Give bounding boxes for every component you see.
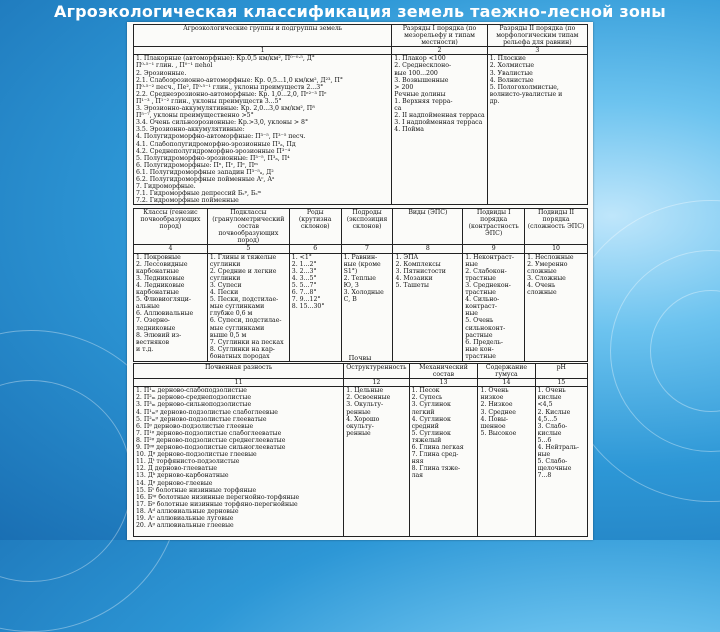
humus-list xyxy=(478,387,535,537)
list-item: 2. Теплые xyxy=(343,274,376,282)
column-header: Механический состав xyxy=(409,364,478,379)
list-item: 3. Увалистые xyxy=(489,69,533,77)
classes-list xyxy=(134,253,208,361)
list-item: 4. Волнистые xyxy=(489,76,534,84)
list-item: волнисто-увалистые и xyxy=(489,90,563,98)
list-item: 4,5...5 xyxy=(537,415,558,423)
list-item: 6. Аллювиальные xyxy=(136,310,194,318)
list-item: ные xyxy=(465,260,478,268)
list-item: 13. Дᵏ дерново-карбонатные xyxy=(136,472,229,480)
list-item: ледниковые xyxy=(136,324,176,332)
list-item: 3. Эрозионно-аккумулятивные: Кр. 2,0...3,0 км/км², П⁸ xyxy=(136,105,315,113)
column-number: 7 xyxy=(341,245,393,253)
list-item: 6. 7...8° xyxy=(291,289,317,297)
column-number-row xyxy=(134,245,588,253)
list-item: 4.2. Среднеполугидроморфно-эрозионные П³⁻⁴ xyxy=(136,147,291,155)
list-item: 8. Элювий из- xyxy=(136,331,182,339)
column-header: Разряды I порядка (по мезорельефу и типам местности) xyxy=(392,25,487,47)
column-number: 4 xyxy=(134,245,208,253)
list-item: 8. Глина тяже- xyxy=(411,465,461,473)
list-item: 1. Покровные xyxy=(136,253,181,261)
list-item: 2. Эрозионные. xyxy=(136,69,187,77)
list-item: 1. Равнин- xyxy=(343,253,378,261)
list-item: кислые xyxy=(537,429,562,437)
list-item: выше 0,5 м xyxy=(209,331,247,339)
list-item: Ю, З xyxy=(343,281,359,289)
list-item: легкий xyxy=(411,408,435,416)
list-item: 5. 5...7° xyxy=(291,281,317,289)
list-item: мые суглинками xyxy=(209,303,265,311)
list-item: 9. Пᵍᵍ дерново-подзолистые сильноглееватые xyxy=(136,444,286,452)
list-item: 18. Аᵈ аллювиальные дерновые xyxy=(136,507,239,515)
list-item: П⁰·⁵⁻¹ глин. , П⁰⁻¹ пеhol xyxy=(136,62,213,70)
list-item: карбонатные xyxy=(136,267,179,275)
list-item: низкое xyxy=(480,394,504,402)
list-item: 3. Холодные xyxy=(343,289,384,297)
list-item: 6.1. Полугидроморфные западин П³⁻⁵ₐ, Д² xyxy=(136,168,274,176)
soils-list xyxy=(134,387,344,537)
subgenera-list xyxy=(341,253,393,361)
list-item: 5. Слабо- xyxy=(537,458,568,466)
list-item: средний xyxy=(411,422,439,430)
list-item: 4. Пески xyxy=(209,289,239,297)
column-number: 14 xyxy=(478,379,535,387)
column-header: Классы (генезис почвообразующих пород) xyxy=(134,209,208,245)
list-item: 2. Супесь xyxy=(411,394,443,402)
list-item: ренные xyxy=(346,408,371,416)
list-item: 2. Среднесклоно- xyxy=(394,62,452,70)
list-item: суглинки xyxy=(209,260,241,268)
list-item: 8. П²ᵍ дерново-подзолистые среднеглееватые xyxy=(136,436,286,444)
list-item: 2. Комплексы xyxy=(395,260,441,268)
table-header-row xyxy=(134,209,588,245)
list-item: вые 100...200 xyxy=(394,69,438,77)
soils-caption: Почвы xyxy=(348,354,372,362)
list-item: Речные долины xyxy=(394,90,446,98)
column-number: 6 xyxy=(289,245,341,253)
list-item: 2. 1...2° xyxy=(291,260,317,268)
list-item: > 200 xyxy=(394,83,414,91)
list-item: 1. Несложные xyxy=(527,253,574,261)
list-item: 7.1. Гидроморфные депрессий Бₛᵖ, Бₛᵐ xyxy=(136,190,262,198)
list-item: 3. 2...3° xyxy=(291,267,317,275)
list-item: 2. Умеренно xyxy=(527,260,568,268)
list-item: 2. Кислые xyxy=(537,408,571,416)
list-item: 19. Аᶜ аллювиальные луговые xyxy=(136,514,234,522)
list-item: глубже 0,6 м xyxy=(209,310,253,318)
list-item: 2. Низкое xyxy=(480,401,513,409)
list-item: са xyxy=(394,105,402,113)
list-item: 3. Среднее xyxy=(480,408,516,416)
subspecies1-list xyxy=(463,253,525,361)
column-header: Подклассы (гранулометрический состав почвообразующих пород) xyxy=(207,209,289,245)
list-item: 17. Бᵖ болотные низинные торфяно-перегнойные xyxy=(136,500,298,508)
soil-classes-table xyxy=(133,208,588,362)
column-header: Почвенная разность xyxy=(134,364,344,379)
list-item: 2.1. Слабоэрозионно-автоморфные: Кр. 0,5...1,0 км/км², Д²³, П° xyxy=(136,76,343,84)
column-header: Содержание гумуса xyxy=(478,364,535,379)
list-item: 2. П²ₘ дерново-среднеподзолистые xyxy=(136,394,252,402)
list-item: 4. Нейтраль- xyxy=(537,444,580,452)
list-item: шенное xyxy=(480,422,506,430)
list-item: суглинки xyxy=(209,274,241,282)
slide-title: Агроэкологическая классификация земель таежно-лесной зоны xyxy=(54,2,666,21)
list-item: 5. Пологохолмистые, xyxy=(489,83,559,91)
list-item: 3. I надпойменная терраса xyxy=(394,119,483,127)
list-item: 5. Высокое xyxy=(480,429,517,437)
list-item: 20. Аᵍ аллювиальные глеевые xyxy=(136,522,234,530)
column-header: Роды (крутизна склонов) xyxy=(289,209,341,245)
table-header-row xyxy=(134,25,588,47)
table-row xyxy=(134,387,588,537)
list-item: 3. Слабо- xyxy=(537,422,568,430)
list-item: П⁰·⁵⁻² песч., Пе², П⁰·⁵⁻¹ глин., уклоны преимуществ 2...3° xyxy=(136,83,324,91)
list-item: 5. Суглинок xyxy=(411,429,451,437)
list-item: 7. П¹ᵍ дерново-подзолистые слабоглееватые xyxy=(136,429,282,437)
list-item: 1. П¹ₘ дерново-слабоподзолистые xyxy=(136,387,247,395)
land-groups-table xyxy=(133,24,588,205)
list-item: 6. Пᵍ дерново-подзолистые глеевые xyxy=(136,422,254,430)
scanned-document xyxy=(127,22,593,540)
list-item: 6.2. Полугидроморфные пойменные Аᶜ, Аᵃ xyxy=(136,175,275,183)
list-item: 4.1. Слабополугидроморфно-эрозионные П³ₐ, Пд xyxy=(136,140,296,148)
list-item: 8. Суглинки на кар- xyxy=(209,345,275,353)
column-number: 8 xyxy=(393,245,463,253)
list-item: 4. 3...5° xyxy=(291,274,317,282)
list-item: 7. Гидроморфные. xyxy=(136,183,196,191)
column-number-row xyxy=(134,379,588,387)
list-item: 5. П²ₘᵍ дерново-подзолистые глееватые xyxy=(136,415,267,423)
list-item: 2. Освоенные xyxy=(346,394,391,402)
list-item: 4. Хорошо xyxy=(346,415,380,423)
column-number: 13 xyxy=(409,379,478,387)
list-item: ные xyxy=(537,451,551,459)
list-item: вестняков xyxy=(136,338,170,346)
list-item: ные (кроме xyxy=(343,260,381,268)
list-item: 4. Мозаики xyxy=(395,274,433,282)
list-item: 1. Цельные xyxy=(346,387,384,395)
list-item: 6. Предель- xyxy=(465,338,503,346)
list-item: сильноконт- xyxy=(465,324,506,332)
list-item: 1. ЭПА xyxy=(395,253,419,261)
column-number: 3 xyxy=(487,47,587,55)
list-item: 14. Дᵍ дерново-глеевые xyxy=(136,479,213,487)
column-number-row xyxy=(134,47,588,55)
list-item: растные xyxy=(465,331,493,339)
list-item: 1. Очень xyxy=(480,387,509,395)
rank2-list xyxy=(487,55,587,205)
list-item: лая xyxy=(411,472,424,480)
column-number: 15 xyxy=(535,379,588,387)
list-item: 5. Пески, подстилае- xyxy=(209,296,279,304)
list-item: карбонатные xyxy=(136,289,179,297)
list-item: 3.5. Эрозионно-аккумулятивные: xyxy=(136,126,245,134)
list-item: 1. Песок xyxy=(411,387,440,395)
list-item: 5...6 xyxy=(537,436,552,444)
column-header: Агроэкологические группы и подгруппы земель xyxy=(134,25,392,47)
list-item: 7...8 xyxy=(537,472,552,480)
list-item: окульту- xyxy=(346,422,374,430)
list-item: 3. Окульту- xyxy=(346,401,384,409)
list-item: 1. Плоские xyxy=(489,55,526,63)
list-item: 16. Бᵗᵍ болотные низинные перегнойно-торфяные xyxy=(136,493,300,501)
soils-table xyxy=(133,363,588,537)
column-header: Разряды II порядка (по морфологическим типам рельефа для равнин) xyxy=(487,25,587,47)
list-item: 5. Флювиогляци- xyxy=(136,296,191,304)
species-list xyxy=(393,253,463,361)
list-item: 1. Плакорные (автоморфные): Кр.0,5 км/км², П⁰⁻⁰·⁵, Д° xyxy=(136,55,315,63)
list-item: 1. Очень xyxy=(537,387,566,395)
list-item: 4. П¹ₘᵍ дерново-подзолистые слабоглеевые xyxy=(136,408,278,416)
list-item: С, В xyxy=(343,296,357,304)
list-item: 3. Пятнистости xyxy=(395,267,446,275)
list-item: 5. Ташеты xyxy=(395,281,429,289)
list-item: 3. П³ₘ дерново-сильноподзолистые xyxy=(136,401,252,409)
list-item: 5. Полугидроморфно-эрозионные: П³⁻⁵, П³ₐ, П⁴ xyxy=(136,154,290,162)
list-item: 4. Повы- xyxy=(480,415,508,423)
subclasses-list xyxy=(207,253,289,361)
table-row xyxy=(134,253,588,361)
list-item: 2. Слабокон- xyxy=(465,267,507,275)
list-item: П⁵⁻⁷, уклоны преимущественно >5° xyxy=(136,112,254,120)
list-item: 4. Ледниковые xyxy=(136,281,185,289)
list-item: 2.2. Среднеэрозионно-автоморфные: Кр. 1,0...2,0, Пᵉ²⁻³ Пᵉ xyxy=(136,90,327,98)
list-item: 7. Озерно- xyxy=(136,317,170,325)
list-item: сложные xyxy=(527,289,557,297)
column-header: Виды (ЭПС) xyxy=(393,209,463,245)
list-item: мые суглинками xyxy=(209,324,265,332)
column-number: 5 xyxy=(207,245,289,253)
list-item: 4. Полугидроморфно-автоморфные: П³⁻⁵, П³⁻⁵ песч. xyxy=(136,133,306,141)
column-number: 10 xyxy=(525,245,588,253)
list-item: сложные xyxy=(527,267,557,275)
list-item: трастные xyxy=(465,274,496,282)
table-header-row xyxy=(134,364,588,379)
list-item: 3. Супеси xyxy=(209,281,242,289)
list-item: 2. II надпойменная терраса xyxy=(394,112,485,120)
list-item: 1. Глины и тяжелые xyxy=(209,253,277,261)
column-header: Оструктуренность xyxy=(344,364,409,379)
list-item: контраст- xyxy=(465,303,498,311)
list-item: 7. Глина сред- xyxy=(411,451,459,459)
list-item: 1. <1° xyxy=(291,253,312,261)
column-number: 2 xyxy=(392,47,487,55)
column-number: 1 xyxy=(134,47,392,55)
list-item: альные xyxy=(136,303,160,311)
column-header: Подвиды II порядка (сложность ЭПС) xyxy=(525,209,588,245)
list-item: трастные xyxy=(465,289,496,297)
list-item: 4. Пойма xyxy=(394,126,424,134)
column-number: 12 xyxy=(344,379,409,387)
list-item: 3. Среднекон- xyxy=(465,281,511,289)
list-item: 3. Возвышенные xyxy=(394,76,449,84)
list-item: няя xyxy=(411,458,424,466)
list-item: др. xyxy=(489,97,500,105)
column-header: pH xyxy=(535,364,588,379)
list-item: 11. Дᵗ торфянисто-подзолистые xyxy=(136,458,240,466)
list-item: 4. Очень xyxy=(527,281,556,289)
list-item: 1. Плакор <100 xyxy=(394,55,446,63)
list-item: ные xyxy=(465,310,478,318)
column-number: 9 xyxy=(463,245,525,253)
column-header: Подвиды I порядка (контрастность ЭПС) xyxy=(463,209,525,245)
column-number: 11 xyxy=(134,379,344,387)
list-item: 7. 9...12° xyxy=(291,296,321,304)
list-item: 2. Лессовидные xyxy=(136,260,188,268)
list-item: 7. Суглинки на песках xyxy=(209,338,284,346)
list-item: 12. Д дерново-глееватые xyxy=(136,465,218,473)
list-item: 4. Суглинок xyxy=(411,415,451,423)
list-item: кислые xyxy=(537,394,562,402)
column-header: Подроды (экспозиция склонов) xyxy=(341,209,393,245)
texture-list xyxy=(409,387,478,537)
list-item: 6. Глина легкая xyxy=(411,444,464,452)
list-item: 8. 15...30° xyxy=(291,303,325,311)
list-item: 2. Средние и легкие xyxy=(209,267,277,275)
list-item: бонатных породах xyxy=(209,352,270,360)
rank1-list xyxy=(392,55,487,205)
list-item: щелочные xyxy=(537,465,572,473)
list-item: 1. Верхняя терра- xyxy=(394,97,453,105)
list-item: ренные xyxy=(346,429,371,437)
list-item: трастные xyxy=(465,352,496,360)
list-item: 5. Очень xyxy=(465,317,494,325)
genera-list xyxy=(289,253,341,361)
list-item: 4. Сильно- xyxy=(465,296,500,304)
list-item: 3.4. Очень сильноэрозионные: Кр.>3,0, уклоны > 8° xyxy=(136,119,309,127)
list-item: тяжелый xyxy=(411,436,442,444)
list-item: 7.2. Гидроморфные пойменные xyxy=(136,197,239,205)
list-item: 15. Бᵗ болотные низинные торфяные xyxy=(136,486,257,494)
table-row xyxy=(134,55,588,205)
list-item: 10. Дᵍ дерново-подзолистые глеевые xyxy=(136,451,257,459)
list-item: 6. Полугидроморфные: Пⁿ, Пᶜ, Пᵉ, Пᵐ xyxy=(136,161,258,169)
list-item: 3. Ледниковые xyxy=(136,274,185,282)
list-item: 2. Холмистые xyxy=(489,62,535,70)
list-item: S1°) xyxy=(343,267,358,275)
list-item: П¹⁻³ , П¹⁻² глин., уклоны преимуществ 3...5° xyxy=(136,97,282,105)
ph-list xyxy=(535,387,588,537)
list-item: ные кон- xyxy=(465,345,494,353)
structure-list xyxy=(344,387,409,537)
list-item: 1. Неконтраст- xyxy=(465,253,514,261)
groups-list xyxy=(134,55,392,205)
list-item: 3. Сложные xyxy=(527,274,566,282)
list-item: <4,5 xyxy=(537,401,553,409)
list-item: 6. Супеси, подстилае- xyxy=(209,317,282,325)
list-item: 3. Суглинок xyxy=(411,401,451,409)
subspecies2-list xyxy=(525,253,588,361)
list-item: и т.д. xyxy=(136,345,154,353)
